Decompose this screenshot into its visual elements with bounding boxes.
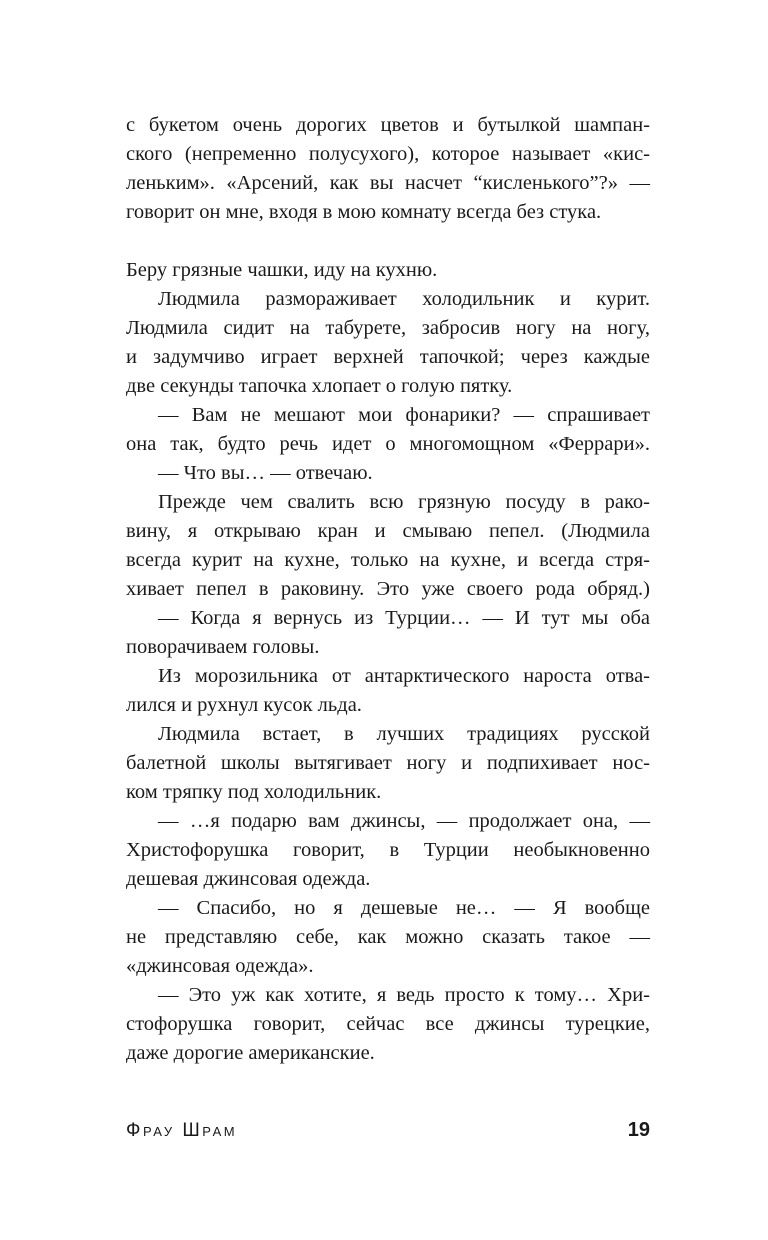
page-footer	[126, 1118, 650, 1148]
text-line: — Это уж как хотите, я ведь просто к тому… Хри-	[158, 984, 650, 1006]
text-line: — Спасибо, но я дешевые не… — Я вообще	[158, 897, 650, 919]
paragraph	[126, 662, 650, 720]
text-line: говорит он мне, входя в мою комнату всегда без стука.	[126, 201, 602, 223]
text-line: Беру грязные чашки, иду на кухню.	[126, 259, 438, 281]
page-number: 19	[627, 1119, 650, 1141]
text-line: и задумчиво играет верхней тапочкой; через каждые	[126, 346, 650, 368]
section-break	[126, 227, 650, 256]
text-line: ком тряпку под холодильник.	[126, 781, 382, 803]
text-line: всегда курит на кухне, только на кухне, и всегда стря-	[126, 549, 650, 571]
paragraph	[126, 285, 650, 401]
dialogue-paragraph	[126, 401, 650, 459]
text-line: две секунды тапочка хлопает о голую пятку.	[126, 375, 513, 397]
text-line: «джинсовая одежда».	[126, 955, 314, 977]
text-line: Христофорушка говорит, в Турции необыкновенно	[126, 839, 650, 861]
text-line: — Когда я вернусь из Турции… — И тут мы оба	[158, 607, 650, 629]
dialogue-paragraph	[126, 981, 650, 1068]
text-line: не представляю себе, как можно сказать такое —	[126, 926, 650, 948]
text-line: ского (непременно полусухого), которое называет «кис-	[126, 143, 650, 165]
paragraph	[126, 111, 650, 227]
running-title: Фрау Шрам	[126, 1120, 238, 1141]
paragraph	[126, 488, 650, 604]
text-line: она так, будто речь идет о многомощном «Феррари».	[126, 433, 650, 455]
text-line: Людмила размораживает холодильник и курит.	[158, 288, 650, 310]
text-line: — Что вы… — отвечаю.	[158, 462, 373, 484]
text-line: — …я подарю вам джинсы, — продолжает она, —	[158, 810, 650, 832]
text-line: леньким». «Арсений, как вы насчет “кисленького”?» —	[126, 172, 650, 194]
paragraph	[126, 720, 650, 807]
text-line: вину, я открываю кран и смываю пепел. (Людмила	[126, 520, 650, 542]
text-line: Людмила сидит на табурете, забросив ногу на ногу,	[126, 317, 650, 339]
text-line: Из морозильника от антарктического нароста отва-	[158, 665, 650, 687]
book-page-text	[126, 111, 650, 1068]
text-line: балетной школы вытягивает ногу и подпихивает нос-	[126, 752, 650, 774]
paragraph	[126, 256, 650, 285]
text-line: Людмила встает, в лучших традициях русской	[158, 723, 650, 745]
text-line: Прежде чем свалить всю грязную посуду в рако-	[158, 491, 650, 513]
text-line: стофорушка говорит, сейчас все джинсы турецкие,	[126, 1013, 650, 1035]
dialogue-paragraph	[126, 807, 650, 894]
text-line: хивает пепел в раковину. Это уже своего рода обряд.)	[126, 578, 650, 600]
text-line: — Вам не мешают мои фонарики? — спрашивает	[158, 404, 650, 426]
text-line: даже дорогие американские.	[126, 1042, 375, 1064]
text-line: поворачиваем головы.	[126, 636, 320, 658]
text-line: с букетом очень дорогих цветов и бутылкой шампан-	[126, 114, 650, 136]
dialogue-paragraph	[126, 894, 650, 981]
text-line: лился и рухнул кусок льда.	[126, 694, 362, 716]
dialogue-paragraph	[126, 459, 650, 488]
dialogue-paragraph	[126, 604, 650, 662]
text-line: дешевая джинсовая одежда.	[126, 868, 371, 890]
